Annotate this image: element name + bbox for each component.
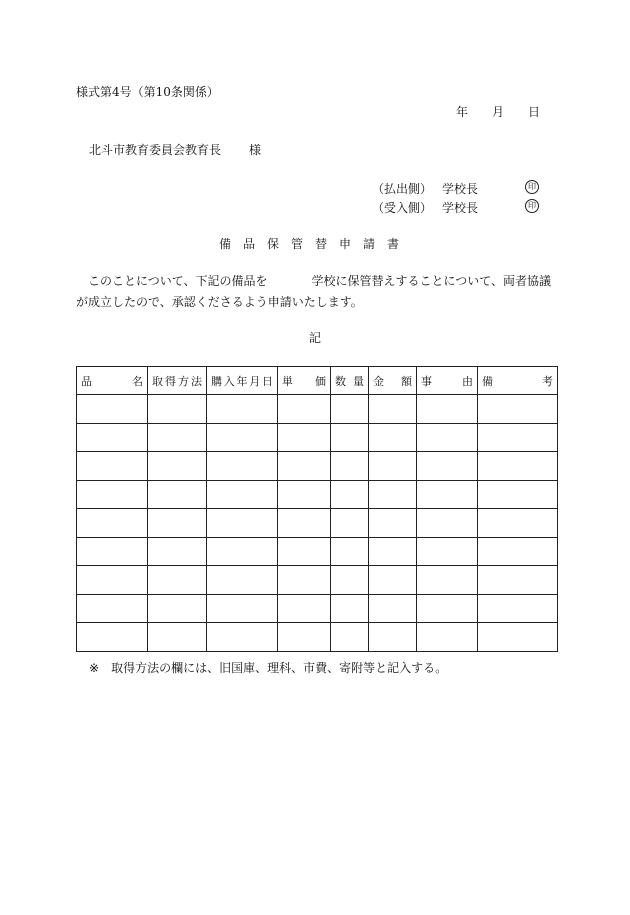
table-cell[interactable] [369,452,417,481]
table-cell[interactable] [417,594,478,623]
table-cell[interactable] [478,594,558,623]
table-header-cell [207,367,278,395]
ki-label: 記 [308,331,321,345]
table-cell[interactable] [478,480,558,509]
date-month: 月 [492,105,505,119]
table-cell[interactable] [77,480,148,509]
table-cell[interactable] [278,623,331,652]
table-cell[interactable] [478,423,558,452]
table-cell[interactable] [369,480,417,509]
table-cell[interactable] [417,566,478,595]
addressee-honorific: 様 [249,143,262,157]
body-part1: このことについて、下記の備品を [88,274,268,288]
table-row [77,623,558,652]
table-cell[interactable] [148,452,207,481]
table-cell[interactable] [278,594,331,623]
addressee [89,141,261,158]
table-cell[interactable] [207,509,278,538]
table-header-cell [148,367,207,395]
table-header-cell [369,367,417,395]
table-cell[interactable] [207,537,278,566]
table-cell[interactable] [77,537,148,566]
table-header-char: 入 [223,374,235,388]
table-header-char: 日 [262,374,273,388]
table-cell[interactable] [331,594,369,623]
table-cell[interactable] [478,623,558,652]
table-header-cell [331,367,369,395]
seal-icon: 印 [525,199,539,213]
table-row [77,566,558,595]
table-cell[interactable] [207,594,278,623]
body-part2: 学校に保管替えすることについて、両者協議が成立したので、承認くださるよう申請いたします。 [76,274,552,309]
table-header-char: 数 [335,374,346,388]
table-cell[interactable] [148,509,207,538]
table-cell[interactable] [77,594,148,623]
table-header-char: 由 [462,374,473,388]
body-text [76,271,556,313]
table-cell[interactable] [369,423,417,452]
table-cell[interactable] [77,423,148,452]
table-cell[interactable] [148,623,207,652]
table-cell[interactable] [77,623,148,652]
table-header-char: 購 [211,374,222,388]
table-header-char: 得 [165,374,176,388]
table-cell[interactable] [369,594,417,623]
table-cell[interactable] [417,537,478,566]
note-mark: ※ [89,661,100,675]
table-cell[interactable] [369,509,417,538]
table-cell[interactable] [417,452,478,481]
table-header-char: 月 [249,374,261,388]
table-cell[interactable] [278,395,331,424]
table-cell[interactable] [369,566,417,595]
table-cell[interactable] [331,623,369,652]
table-cell[interactable] [278,452,331,481]
table-row [77,509,558,538]
date-day: 日 [528,105,541,119]
table-cell[interactable] [331,480,369,509]
table-cell[interactable] [369,537,417,566]
table-cell[interactable] [207,566,278,595]
note-text: 取得方法の欄には、旧国庫、理科、市費、寄附等と記入する。 [111,661,448,675]
table-cell[interactable] [417,395,478,424]
table-cell[interactable] [77,395,148,424]
table-cell[interactable] [478,509,558,538]
table-cell[interactable] [278,480,331,509]
table-cell[interactable] [207,423,278,452]
table-cell[interactable] [478,566,558,595]
signatory-side: （払出側） [372,182,433,196]
table-header-char: 品 [81,374,92,388]
table-header-char: 名 [132,374,143,388]
table-header-char: 額 [401,374,412,388]
table-cell[interactable] [207,623,278,652]
signatory-side: （受入側） [372,201,433,215]
table-cell[interactable] [148,423,207,452]
document-title: 備品保管替申請書 [218,237,411,251]
note [89,659,447,676]
table-cell[interactable] [331,509,369,538]
table-cell[interactable] [148,537,207,566]
table-cell[interactable] [77,509,148,538]
table-cell[interactable] [331,452,369,481]
signatory-title: 学校長 [442,201,479,215]
table-header-cell [278,367,331,395]
table-cell[interactable] [278,566,331,595]
table-header-char: 方 [178,374,189,388]
table-cell[interactable] [148,480,207,509]
table-cell[interactable] [478,452,558,481]
table-row [77,395,558,424]
table-cell[interactable] [331,395,369,424]
table-row [77,594,558,623]
table-cell[interactable] [369,395,417,424]
table-cell[interactable] [207,452,278,481]
table-header-char: 年 [236,374,248,388]
table-header-cell [478,367,558,395]
table-header-char: 考 [542,374,553,388]
table-cell[interactable] [331,566,369,595]
table-header-char: 金 [373,374,384,388]
table-cell[interactable] [417,509,478,538]
form-number: 様式第4号（第10条関係） [76,85,219,99]
table-header-cell [417,367,478,395]
signatory-sender [372,180,478,197]
signatory-title: 学校長 [442,182,479,196]
table-row [77,452,558,481]
table-body [77,395,558,652]
table-header-char: 量 [353,374,364,388]
table-header-char: 事 [421,374,432,388]
table-header-char: 法 [191,374,202,388]
addressee-name: 北斗市教育委員会教育長 [89,143,222,157]
table-cell[interactable] [278,509,331,538]
table-cell[interactable] [207,395,278,424]
table-cell[interactable] [417,623,478,652]
table-cell[interactable] [478,537,558,566]
items-table [76,366,558,652]
table-cell[interactable] [331,537,369,566]
table-header-char: 取 [152,374,163,388]
table-cell[interactable] [331,423,369,452]
table-cell[interactable] [369,623,417,652]
table-cell[interactable] [278,423,331,452]
seal-icon: 印 [525,180,539,194]
table-cell[interactable] [207,480,278,509]
table-cell[interactable] [148,594,207,623]
table-cell[interactable] [77,566,148,595]
table-cell[interactable] [417,480,478,509]
table-header-char: 価 [315,374,326,388]
table-header-row [77,367,558,395]
table-cell[interactable] [148,395,207,424]
table-row [77,537,558,566]
table-cell[interactable] [417,423,478,452]
table-header-cell [77,367,148,395]
table-cell[interactable] [478,395,558,424]
table-cell[interactable] [148,566,207,595]
table-header-char: 備 [482,374,493,388]
table-header-char: 単 [282,374,293,388]
table-cell[interactable] [77,452,148,481]
table-row [77,423,558,452]
table-row [77,480,558,509]
date-year: 年 [456,105,469,119]
signatory-receiver [372,199,478,216]
table-cell[interactable] [278,537,331,566]
